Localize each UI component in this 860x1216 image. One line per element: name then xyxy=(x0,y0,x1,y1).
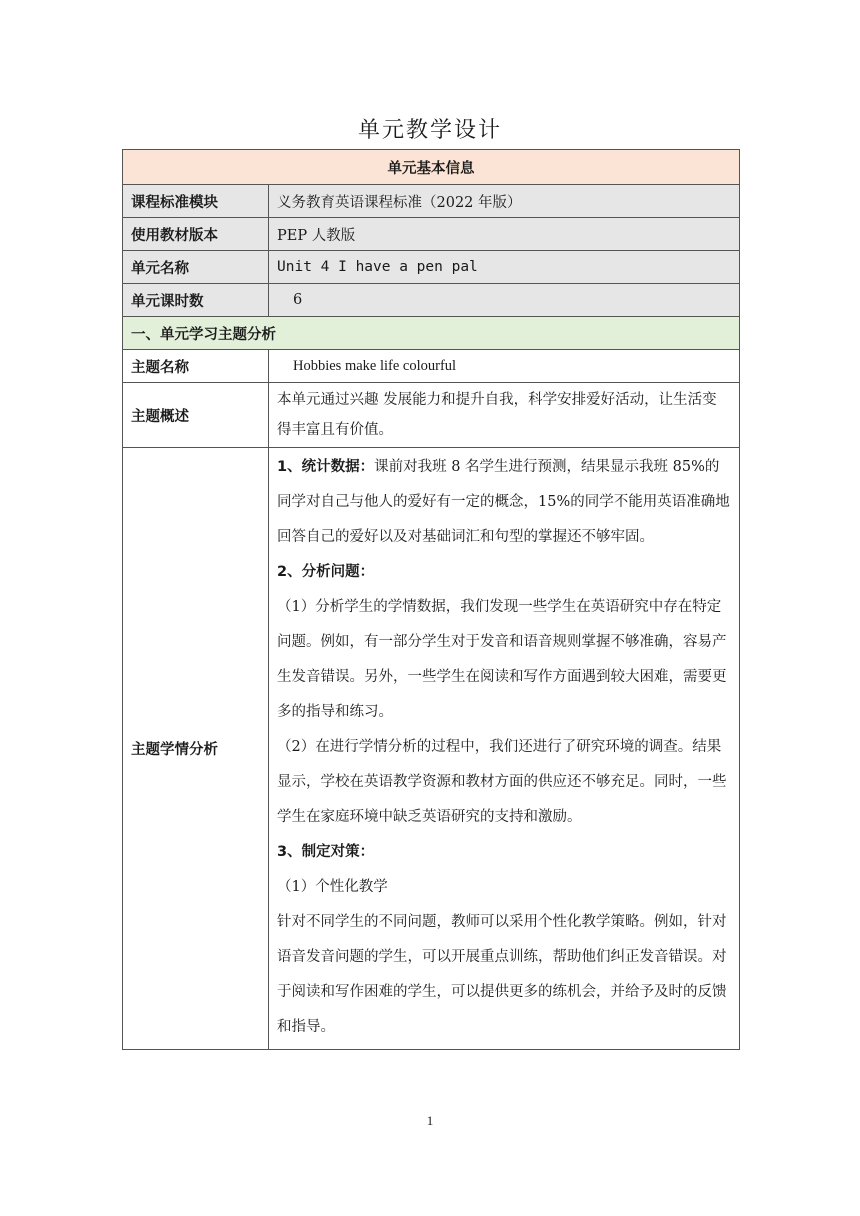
row-label-curriculum-module: 课程标准模块 xyxy=(123,185,269,218)
row-label-theme-overview: 主题概述 xyxy=(123,383,269,448)
analysis-item-problems-1: （1）分析学生的学情数据，我们发现一些学生在英语研究中存在特定问题。例如，有一部分学生对于发音和语音规则掌握不够准确，容易产生发音错误。另外，一些学生在阅读和写作方面遇到较大困难，需要更多的指导和练习。 xyxy=(277,599,727,720)
table-row xyxy=(123,383,740,448)
row-value-curriculum-module: 义务教育英语课程标准（2022 年版） xyxy=(269,185,740,218)
document-title: 单元教学设计 xyxy=(357,118,502,143)
analysis-heading-strategies-text: 3、制定对策： xyxy=(277,844,375,860)
row-value-theme-name: Hobbies make life colourful xyxy=(269,350,740,383)
row-label-theme-name: 主题名称 xyxy=(123,350,269,383)
row-value-lesson-count: 6 xyxy=(269,284,740,317)
page-number: 1 xyxy=(426,1113,434,1128)
table-row xyxy=(123,448,740,1050)
row-value-learner-analysis xyxy=(269,448,740,1050)
analysis-text-statistics: 课前对我班 8 名学生进行预测，结果显示我班 85%的同学对自己与他人的爱好有一定的概念，15%的同学不能用英语准确地回答自己的爱好以及对基础词汇和句型的掌握还不够牢固。 xyxy=(277,459,730,545)
table-row xyxy=(123,218,740,251)
analysis-paragraph-statistics xyxy=(277,450,731,555)
table-row xyxy=(123,185,740,218)
row-label-textbook-edition: 使用教材版本 xyxy=(123,218,269,251)
table-row xyxy=(123,251,740,284)
row-label-unit-name: 单元名称 xyxy=(123,251,269,284)
row-value-theme-overview: 本单元通过兴趣 发展能力和提升自我，科学安排爱好活动，让生活变得丰富且有价值。 xyxy=(269,383,740,448)
row-label-learner-analysis: 主题学情分析 xyxy=(123,448,269,1050)
section-header-theme-analysis xyxy=(123,317,740,350)
unit-design-table xyxy=(122,149,740,1050)
analysis-item-problems-2: （2）在进行学情分析的过程中，我们还进行了研究环境的调查。结果显示，学校在英语教学资源和教材方面的供应还不够充足。同时，一些学生在家庭环境中缺乏英语研究的支持和激励。 xyxy=(277,739,727,825)
analysis-text-strategies: 针对不同学生的不同问题，教师可以采用个性化教学策略。例如，针对语音发音问题的学生，可以开展重点训练，帮助他们纠正发音错误。对于阅读和写作困难的学生，可以提供更多的练机会，并给予及时的反馈和指导。 xyxy=(277,914,727,1035)
analysis-heading-problems xyxy=(277,555,731,590)
section-title-basic-info: 单元基本信息 xyxy=(123,150,740,185)
table-row xyxy=(123,284,740,317)
row-label-lesson-count: 单元课时数 xyxy=(123,284,269,317)
table-row xyxy=(123,350,740,383)
section-title-theme-analysis: 一、单元学习主题分析 xyxy=(123,317,740,350)
row-value-textbook-edition: PEP 人教版 xyxy=(269,218,740,251)
analysis-heading-statistics: 1、统计数据： xyxy=(277,459,375,475)
analysis-item-strategies-1: （1）个性化教学 xyxy=(277,879,388,895)
analysis-heading-problems-text: 2、分析问题： xyxy=(277,564,375,580)
row-value-unit-name: Unit 4 I have a pen pal xyxy=(269,251,740,284)
analysis-heading-strategies xyxy=(277,835,731,870)
section-header-basic-info xyxy=(123,150,740,185)
